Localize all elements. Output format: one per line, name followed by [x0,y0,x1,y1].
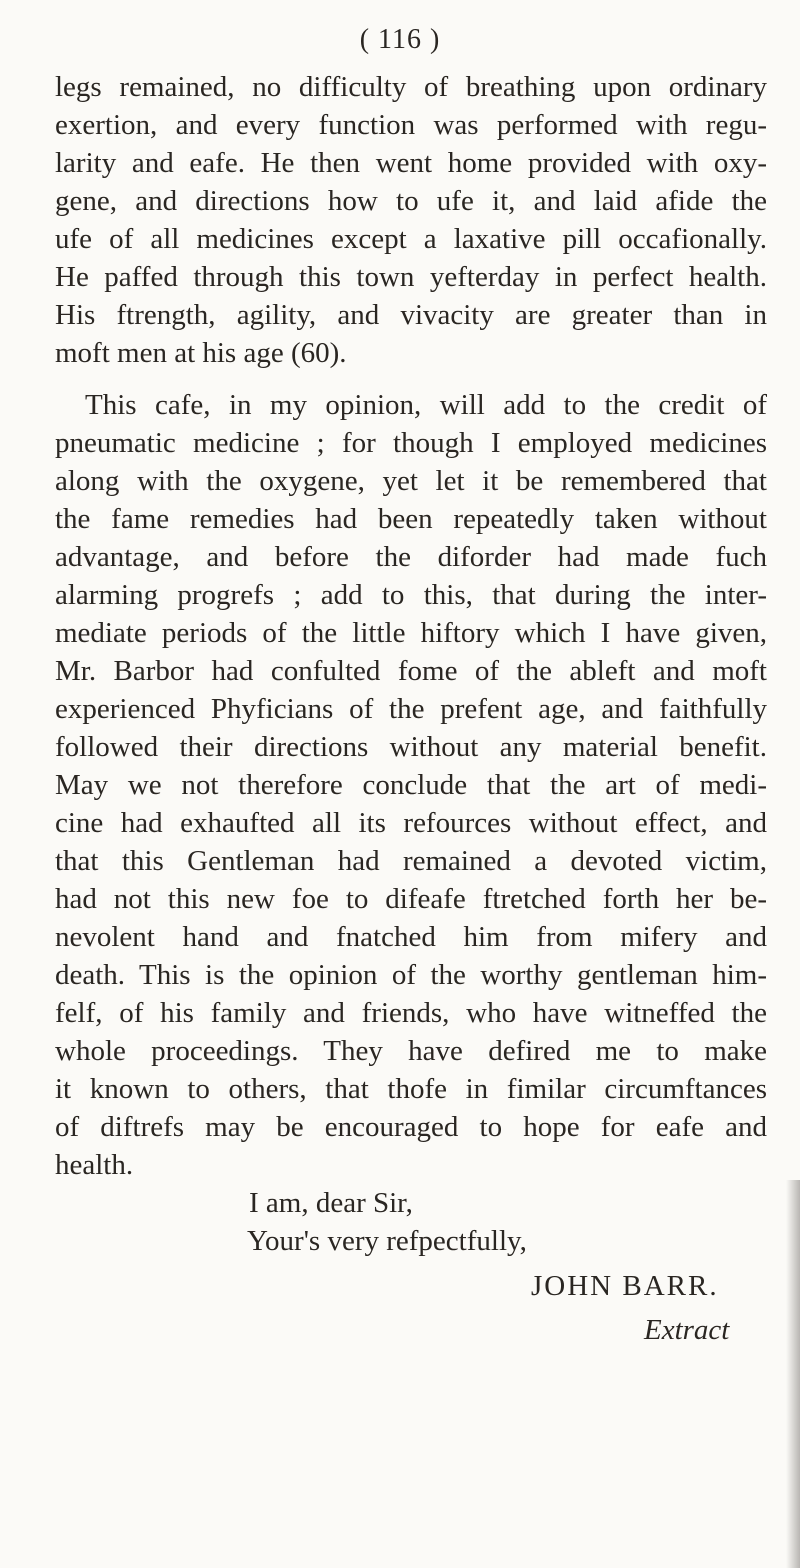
text-line: whole proceedings. They have defired me to make [55,1035,767,1067]
text-line: had not this new foe to difeafe ftretched forth her be- [55,883,767,915]
text-line: followed their directions without any material benefit. [55,731,767,763]
text-line: alarming progrefs ; add to this, that during the inter- [55,579,767,611]
text-line: experienced Phyficians of the prefent age, and faithfully [55,693,767,725]
text-line: May we not therefore conclude that the art of medi- [55,769,767,801]
text-line: This cafe, in my opinion, will add to the credit of [85,389,767,421]
text-line: larity and eafe. He then went home provided with oxy- [55,147,767,179]
salutation: I am, dear Sir, [249,1187,413,1219]
signature: JOHN BARR. [531,1270,719,1302]
text-line: mediate periods of the little hiftory which I have given, [55,617,767,649]
text-line: His ftrength, agility, and vivacity are greater than in [55,299,767,331]
text-line: that this Gentleman had remained a devoted victim, [55,845,767,877]
page-number: ( 116 ) [359,24,441,55]
text-line: health. [55,1149,134,1181]
text-line: legs remained, no difficulty of breathing upon ordinary [55,71,767,103]
text-line: pneumatic medicine ; for though I employed medicines [55,427,767,459]
catchword: Extract [644,1314,730,1346]
page-edge-shadow [786,1180,800,1568]
text-line: exertion, and every function was performed with regu- [55,109,767,141]
text-line: Mr. Barbor had confulted fome of the ableft and moft [55,655,767,687]
text-line: cine had exhaufted all its refources without effect, and [55,807,767,839]
text-line: of diftrefs may be encouraged to hope for eafe and [55,1111,767,1143]
text-line: ufe of all medicines except a laxative pill occafionally. [55,223,767,255]
text-line: the fame remedies had been repeatedly taken without [55,503,767,535]
text-line: death. This is the opinion of the worthy gentleman him- [55,959,767,991]
text-line: it known to others, that thofe in fimilar circumftances [55,1073,767,1105]
valediction: Your's very refpectfully, [247,1225,527,1257]
text-line: He paffed through this town yefterday in perfect health. [55,261,767,293]
text-line: gene, and directions how to ufe it, and laid afide the [55,185,767,217]
text-line: moft men at his age (60). [55,337,347,369]
text-line: felf, of his family and friends, who have witneffed the [55,997,767,1029]
text-line: nevolent hand and fnatched him from mifery and [55,921,767,953]
text-line: along with the oxygene, yet let it be remembered that [55,465,767,497]
text-line: advantage, and before the diforder had made fuch [55,541,767,573]
